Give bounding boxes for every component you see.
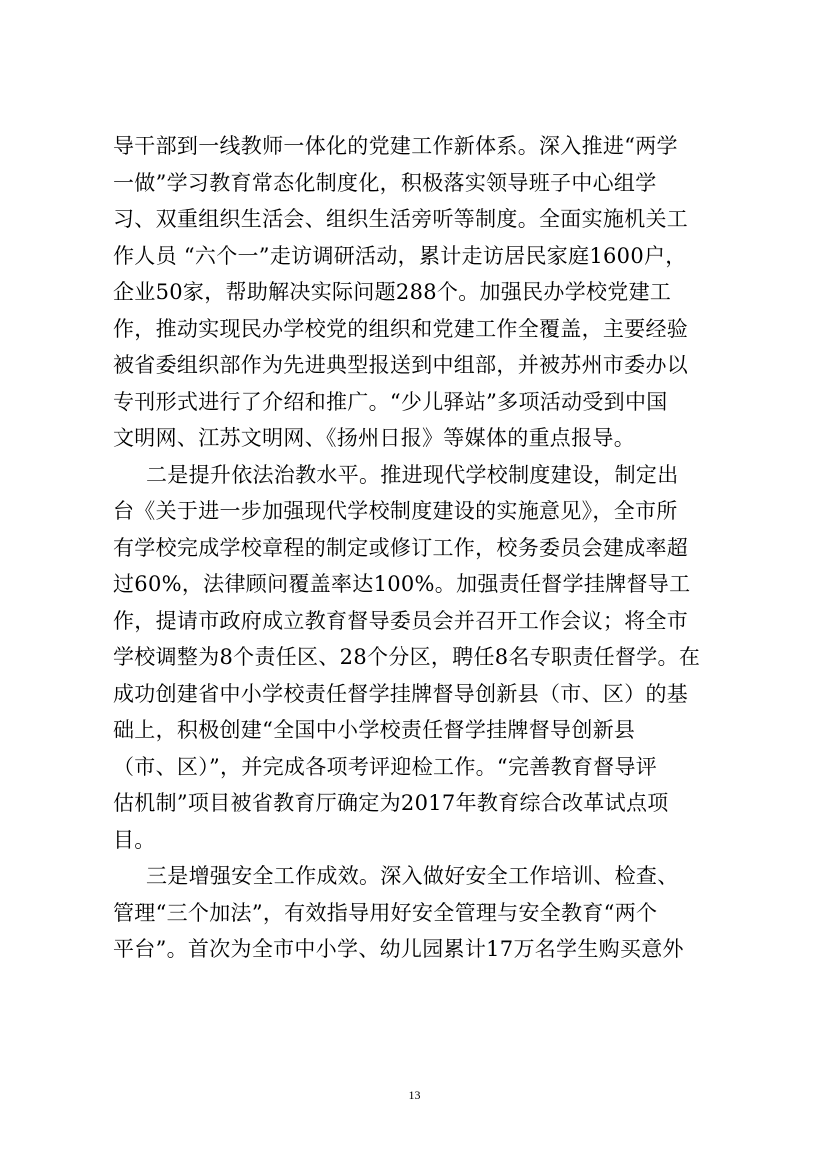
text-line: 管理“三个加法”，有效指导用好安全管理与安全教育“两个: [113, 900, 658, 925]
text-line: 础上，积极创建“全国中小学校责任督学挂牌督导创新县: [113, 718, 636, 742]
text-line: 导干部到一线教师一体化的党建工作新体系。深入推进“两学: [113, 134, 678, 158]
text-line: 目。: [113, 827, 156, 852]
text-line: （市、区）”，并完成各项考评迎检工作。“完善教育督导评: [113, 754, 658, 779]
text-line: 作人员 “六个一”走访调研活动，累计走访居民家庭1600户，: [113, 243, 687, 268]
text-line: 习、双重组织生活会、组织生活旁听等制度。全面实施机关工: [113, 207, 689, 231]
text-line: 学校调整为8个责任区、28个分区，聘任8名专职责任督学。在: [113, 645, 701, 669]
text-line: 企业50家，帮助解决实际问题288个。加强民办学校党建工: [113, 280, 672, 304]
text-line: 作，提请市政府成立教育督导委员会并召开工作会议；将全市: [113, 608, 689, 633]
text-line: 作，推动实现民办学校党的组织和党建工作全覆盖，主要经验: [113, 316, 689, 341]
text-line: 一做”学习教育常态化制度化，积极落实领导班子中心组学: [113, 170, 657, 195]
page-number: 13: [408, 1088, 421, 1102]
text-line: 成功创建省中小学校责任督学挂牌督导创新县（市、区）的基: [113, 681, 689, 706]
text-line: 台《关于进一步加强现代学校制度建设的实施意见》，全市所: [113, 499, 678, 523]
paragraph-start-line: 三是增强安全工作成效。深入做好安全工作培训、检查、: [146, 864, 679, 888]
text-line: 文明网、江苏文明网、《扬州日报》等媒体的重点报导。: [113, 426, 635, 450]
text-line: 专刊形式进行了介绍和推广。“少儿驿站”多项活动受到中国: [113, 389, 668, 414]
text-line: 过60%，法律顾问覆盖率达100%。加强责任督学挂牌督导工: [113, 572, 691, 596]
paragraph-start-line: 二是提升依法治教水平。推进现代学校制度建设，制定出: [146, 462, 679, 487]
text-line: 平台”。首次为全市中小学、幼儿园累计17万名学生购买意外: [113, 937, 684, 961]
text-line: 有学校完成学校章程的制定或修订工作，校务委员会建成率超: [113, 535, 689, 560]
body-text: [113, 128, 723, 968]
text-line: 估机制”项目被省教育厅确定为2017年教育综合改革试点项: [113, 791, 669, 815]
text-line: 被省委组织部作为先进典型报送到中组部，并被苏州市委办以: [113, 353, 689, 377]
